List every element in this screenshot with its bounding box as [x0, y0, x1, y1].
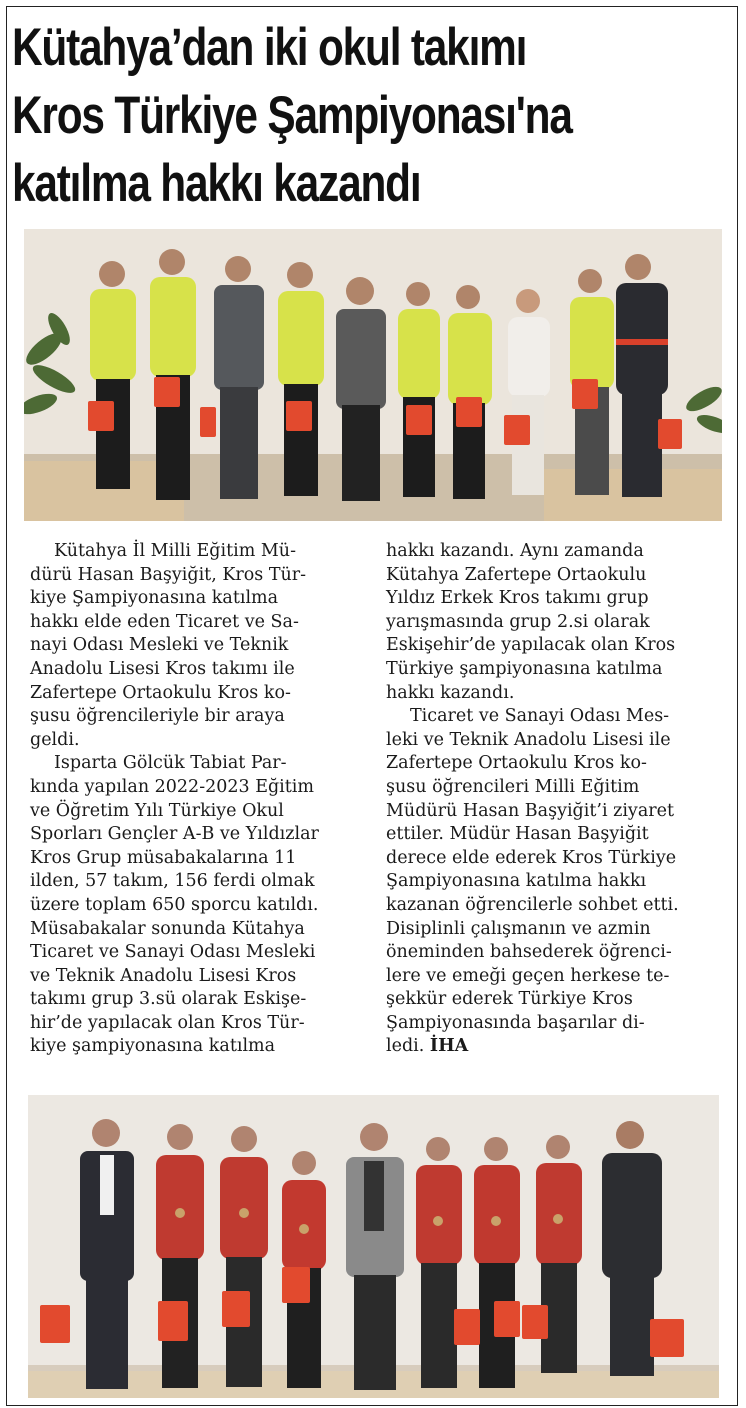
- article-line: Şampiyonasına katılma hakkı: [386, 871, 647, 892]
- article-line: Zafertepe Ortaokulu Kros ko-: [386, 753, 647, 774]
- news-agency-credit: İHA: [429, 1036, 469, 1057]
- article-line: öneminden bahsederek öğrenci-: [386, 942, 672, 963]
- article-line: Türkiye şampiyonasına katılma: [386, 658, 663, 679]
- article-line: Yıldız Erkek Kros takımı grup: [386, 588, 649, 609]
- article-line: Eskişehir’de yapılacak olan Kros: [386, 635, 676, 656]
- article-line: yarışmasında grup 2.si olarak: [386, 611, 650, 632]
- article-line: kazanan öğrencilerle sohbet etti.: [386, 894, 679, 915]
- article-line: Disiplinli çalışmanın ve azmin: [386, 918, 651, 939]
- article-line: takımı grup 3.sü olarak Eskişe-: [30, 989, 307, 1010]
- article-line: ettiler. Müdür Hasan Başyiğit: [386, 824, 649, 845]
- article-line: Kros Grup müsabakalarına 11: [30, 847, 297, 868]
- article-line: lere ve emeği geçen herkese te-: [386, 965, 670, 986]
- article-line: Zafertepe Ortaokulu Kros ko-: [30, 682, 291, 703]
- group-photo-yellow-team: [24, 229, 722, 521]
- article-line: Müsabakalar sonunda Kütahya: [30, 918, 305, 939]
- headline: [12, 14, 588, 218]
- article-line: geldi.: [30, 729, 80, 750]
- article-line: Müdürü Hasan Başyiğit’i ziyaret: [386, 800, 675, 821]
- article-line: Ticaret ve Sanayi Odası Mesleki: [30, 942, 316, 963]
- headline-line-2: Kros Türkiye Şampiyonası'na: [12, 86, 572, 145]
- photo-illustration: [28, 1095, 719, 1398]
- article-line: nayi Odası Mesleki ve Teknik: [30, 635, 289, 656]
- group-photo-red-team: [28, 1095, 719, 1398]
- article-line: hakkı kazandı.: [386, 682, 515, 703]
- article-line: hakkı kazandı. Aynı zamanda: [386, 541, 644, 561]
- article-line: üzere toplam 650 sporcu katıldı.: [30, 894, 319, 915]
- headline-line-1: Kütahya’dan iki okul takımı: [12, 18, 527, 77]
- article-line-last: [386, 1035, 726, 1059]
- article-line: Sporları Gençler A-B ve Yıldızlar: [30, 824, 319, 845]
- article-right-column: [386, 540, 726, 1059]
- article-line: ilden, 57 takım, 156 ferdi olmak: [30, 871, 315, 892]
- article-line: kiye Şampiyonasına katılma: [30, 588, 279, 609]
- article-line: şusu öğrencileri Milli Eğitim: [386, 776, 640, 797]
- article-line: ledi.: [386, 1036, 425, 1057]
- article-line: ve Teknik Anadolu Lisesi Kros: [30, 965, 297, 986]
- article-line: Kütahya Zafertepe Ortaokulu: [386, 564, 647, 585]
- article-line: Kütahya İl Milli Eğitim Mü-: [54, 541, 296, 561]
- article-line: Ticaret ve Sanayi Odası Mes-: [410, 706, 670, 727]
- article-line: kiye şampiyonasına katılma: [30, 1036, 276, 1057]
- article-line: hir’de yapılacak olan Kros Tür-: [30, 1012, 305, 1033]
- article-line: Isparta Gölcük Tabiat Par-: [54, 753, 287, 774]
- article-line: leki ve Teknik Anadolu Lisesi ile: [386, 729, 671, 750]
- article-line: şusu öğrencileriyle bir araya: [30, 706, 285, 727]
- article-line: ve Öğretim Yılı Türkiye Okul: [30, 800, 284, 821]
- article-line: şekkür ederek Türkiye Kros: [386, 989, 633, 1010]
- article-line: hakkı elde eden Ticaret ve Sa-: [30, 611, 299, 632]
- article-line: derece elde ederek Kros Türkiye: [386, 847, 677, 868]
- headline-line-3: katılma hakkı kazandı: [12, 154, 421, 213]
- article-line: dürü Hasan Başyiğit, Kros Tür-: [30, 564, 307, 585]
- article-left-column: [30, 540, 360, 1059]
- article-line: kında yapılan 2022-2023 Eğitim: [30, 776, 314, 797]
- article-line: Şampiyonasında başarılar di-: [386, 1012, 645, 1033]
- article-line: Anadolu Lisesi Kros takımı ile: [30, 658, 295, 679]
- photo-illustration: [24, 229, 722, 521]
